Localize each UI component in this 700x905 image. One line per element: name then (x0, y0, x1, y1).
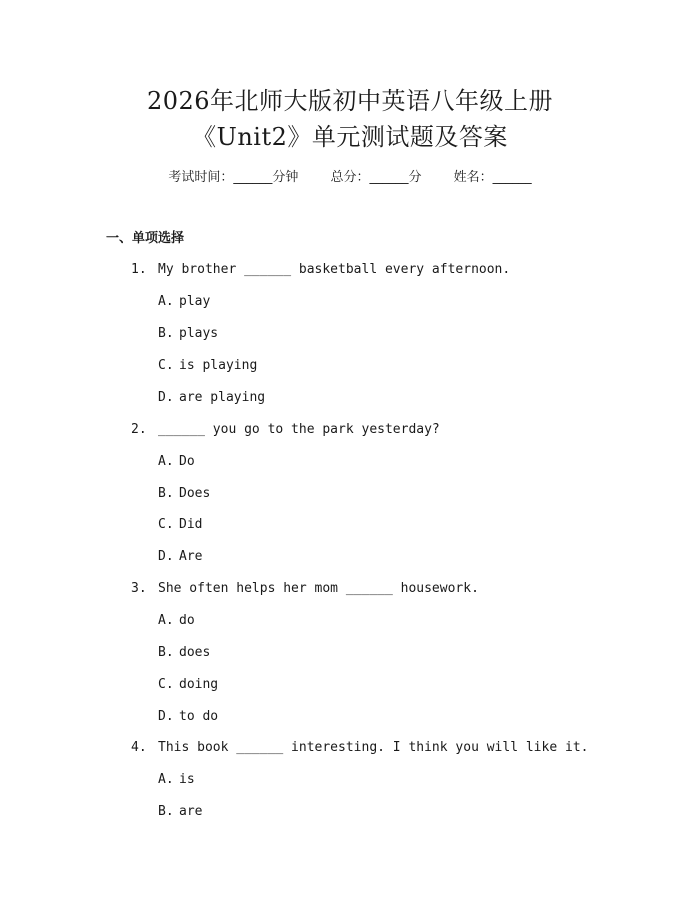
question-3-option-a (158, 612, 195, 630)
question-1-option-c (158, 357, 257, 375)
question-1-option-b (158, 325, 218, 343)
option-text: Are (179, 549, 203, 564)
question-4-option-b (158, 803, 202, 821)
option-text: are playing (179, 390, 266, 405)
question-4 (131, 739, 588, 757)
question-number: 3. (131, 581, 147, 596)
document-title-line1: 2026年北师大版初中英语八年级上册 (146, 87, 554, 115)
option-text: doing (179, 677, 219, 692)
question-number: 1. (131, 262, 147, 277)
question-2-option-b (158, 485, 210, 503)
question-1 (131, 261, 510, 279)
question-number: 4. (131, 740, 147, 755)
option-letter: C. (158, 677, 174, 692)
section-heading: 一、单项选择 (106, 231, 185, 246)
question-text: She often helps her mom ______ housework. (158, 581, 479, 596)
option-letter: C. (158, 517, 174, 532)
question-4-option-a (158, 771, 195, 789)
option-letter: B. (158, 326, 174, 341)
student-name-field: 姓名：______ (453, 170, 532, 185)
option-text: to do (179, 709, 219, 724)
document-title-line2: 《Unit2》单元测试题及答案 (192, 123, 508, 151)
option-letter: D. (158, 390, 174, 405)
exam-meta (0, 169, 700, 187)
option-text: Did (179, 517, 203, 532)
option-letter: B. (158, 486, 174, 501)
question-2-option-d (158, 548, 202, 566)
question-3-option-d (158, 708, 218, 726)
option-text: does (179, 645, 211, 660)
option-letter: D. (158, 709, 174, 724)
option-text: Does (179, 486, 211, 501)
option-letter: A. (158, 454, 174, 469)
option-letter: A. (158, 613, 174, 628)
question-2-option-a (158, 453, 195, 471)
question-text: My brother ______ basketball every afternoon. (158, 262, 511, 277)
option-text: is playing (179, 358, 258, 373)
option-text: do (179, 613, 195, 628)
option-letter: C. (158, 358, 174, 373)
question-2-option-c (158, 516, 202, 534)
option-text: play (179, 294, 211, 309)
option-letter: A. (158, 772, 174, 787)
total-score-field: 总分：______分 (330, 170, 422, 185)
exam-time-field: 考试时间：______分钟 (168, 170, 299, 185)
question-text: ______ you go to the park yesterday? (158, 422, 440, 437)
option-letter: B. (158, 804, 174, 819)
question-1-option-d (158, 389, 265, 407)
option-text: plays (179, 326, 219, 341)
question-3-option-c (158, 676, 218, 694)
option-letter: D. (158, 549, 174, 564)
option-letter: A. (158, 294, 174, 309)
option-text: Do (179, 454, 195, 469)
question-1-option-a (158, 293, 210, 311)
question-3 (131, 580, 479, 598)
option-text: is (179, 772, 195, 787)
question-text: This book ______ interesting. I think you will like it. (158, 740, 589, 755)
option-text: are (179, 804, 203, 819)
question-3-option-b (158, 644, 210, 662)
question-2 (131, 421, 440, 439)
question-number: 2. (131, 422, 147, 437)
option-letter: B. (158, 645, 174, 660)
